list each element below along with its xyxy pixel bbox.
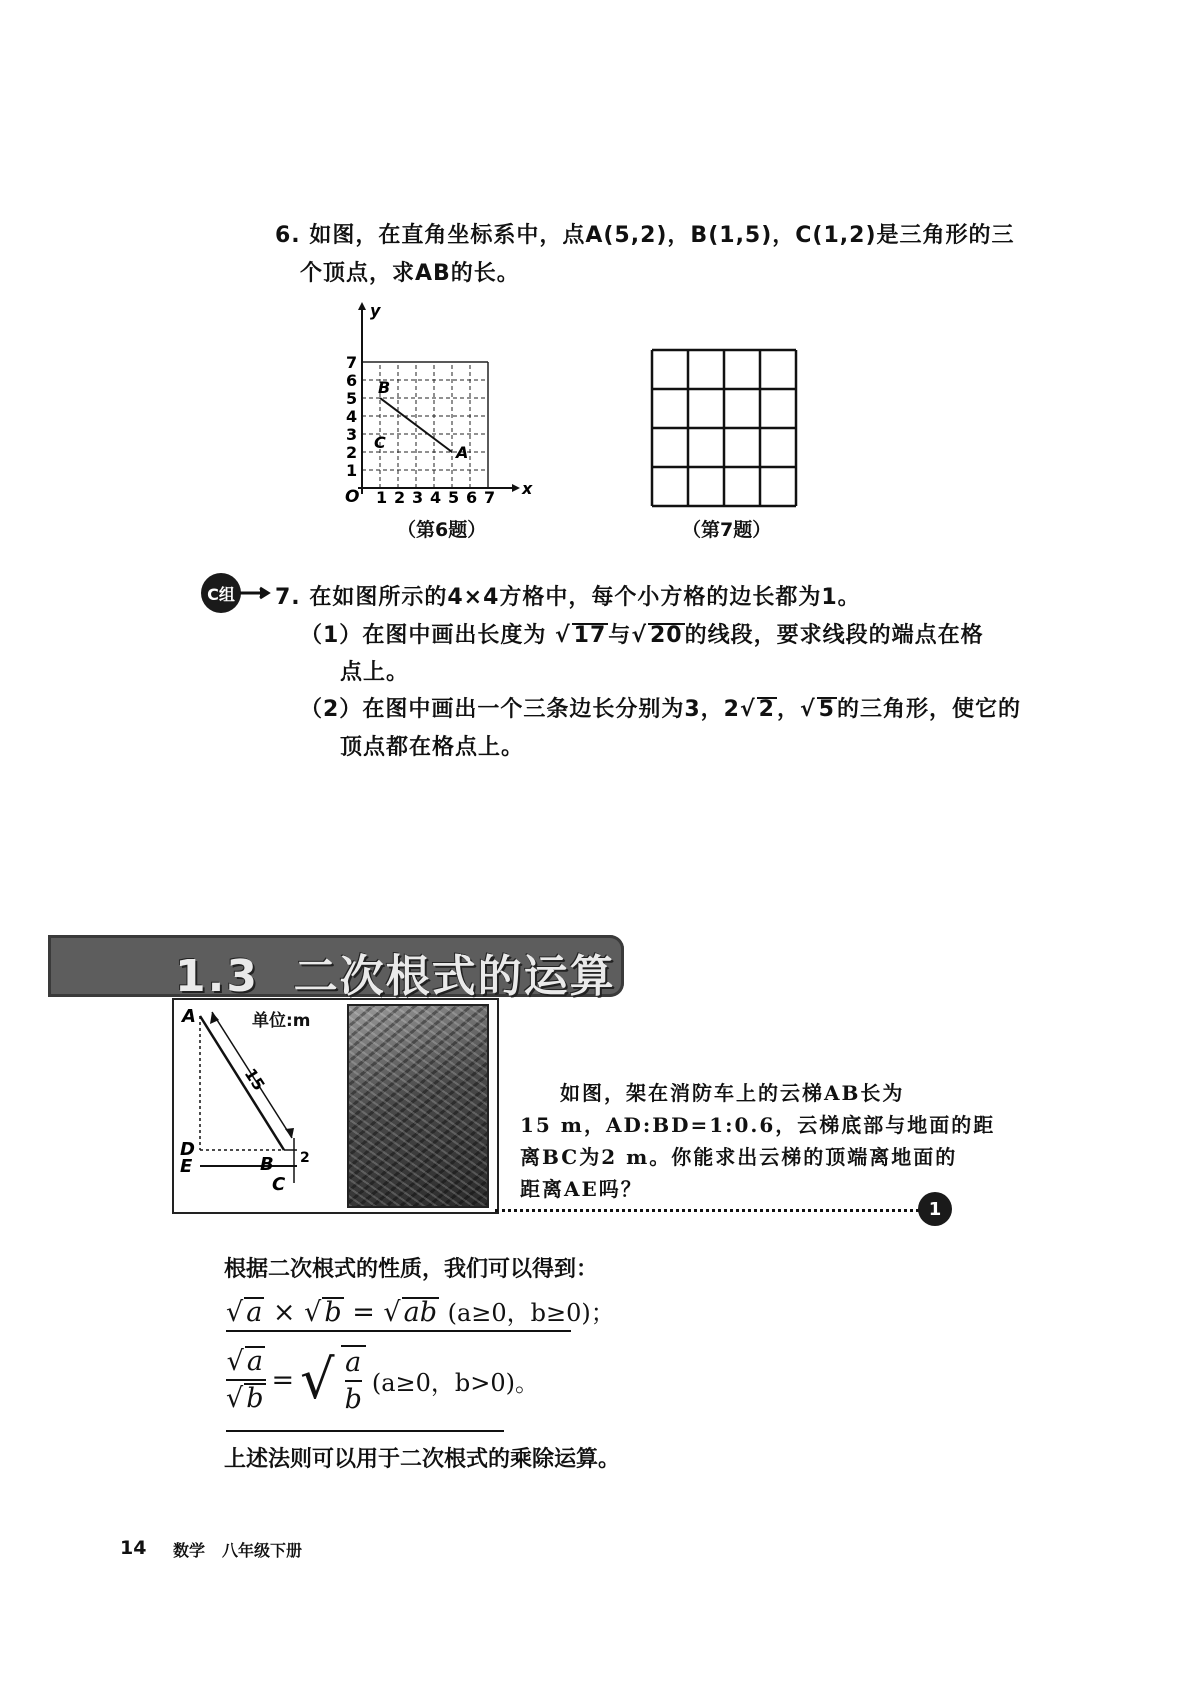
- point-A-label: A: [182, 1006, 196, 1027]
- problem-7-part-2: （2）在图中画出一个三条边长分别为3，2√ 2，√ 5的三角形，使它的: [300, 697, 1021, 722]
- radicand-17: 17: [573, 623, 607, 648]
- intro-line-4: 距离AE吗？: [520, 1177, 643, 1201]
- empty-4x4-grid: [650, 348, 798, 510]
- product-rule: √ a × √ b = √ ab (a≥0，b≥0)；: [226, 1297, 615, 1328]
- point-E-label: E: [180, 1156, 193, 1177]
- coordinate-graph: [330, 298, 570, 520]
- height-label: 2: [300, 1150, 310, 1166]
- arrow-icon: [240, 585, 274, 601]
- origin-label: O: [345, 487, 360, 507]
- page-number: 14: [120, 1537, 147, 1559]
- unit-label: 单位:m: [252, 1011, 311, 1031]
- part-1-number: （1）: [300, 623, 363, 648]
- point-C-label: C: [374, 433, 386, 452]
- point-C-label: C: [272, 1174, 286, 1195]
- question-marker: 1: [918, 1192, 952, 1226]
- x-tick-label: 7: [484, 488, 496, 507]
- section-heading: [175, 940, 616, 1004]
- intro-line-1: 如图，架在消防车上的云梯AB长为: [560, 1081, 905, 1105]
- problem-6-line-2: 个顶点，求AB的长。: [300, 261, 520, 286]
- section-title: 二次根式的运算: [293, 951, 616, 1002]
- x-tick-label: 2: [394, 488, 406, 507]
- product-rule-underline: [226, 1330, 571, 1332]
- y-tick-label: 4: [346, 407, 358, 426]
- quotient-rule-underline: [226, 1430, 504, 1432]
- point-D-label: D: [180, 1139, 195, 1160]
- part-2-number: （2）: [300, 697, 363, 722]
- ladder-length-label: 15: [240, 1064, 269, 1094]
- y-tick-label: 2: [346, 443, 358, 462]
- group-c-badge: C组: [201, 573, 241, 613]
- x-tick-label: 5: [448, 488, 460, 507]
- x-axis-label: x: [522, 479, 533, 498]
- intro-line-3: 离BC为2 m。你能求出云梯的顶端离地面的: [520, 1145, 958, 1169]
- y-tick-label: 1: [346, 461, 358, 480]
- figure-7-caption: （第7题）: [682, 519, 772, 541]
- x-tick-label: 4: [430, 488, 442, 507]
- rules-outro: 上述法则可以用于二次根式的乘除运算。: [224, 1447, 621, 1472]
- y-tick-label: 6: [346, 371, 358, 390]
- point-B-label: B: [260, 1154, 274, 1175]
- footer-book: 数学: [173, 1541, 206, 1560]
- point-B-label: B: [378, 378, 391, 397]
- y-tick-label: 5: [346, 389, 358, 408]
- y-axis-label: y: [370, 301, 381, 320]
- figure-6-caption: （第6题）: [397, 519, 487, 541]
- x-tick-label: 1: [376, 488, 388, 507]
- problem-7-part-1: （1）在图中画出长度为 √ 17与√ 20的线段，要求线段的端点在格: [300, 623, 984, 648]
- x-tick-label: 3: [412, 488, 424, 507]
- section-number: 1.3: [175, 951, 259, 1002]
- x-tick-label: 6: [466, 488, 478, 507]
- problem-7-part-1-line-2: 点上。: [340, 660, 410, 685]
- quotient-rule: $\frac{√ a}{√ b}$ = √ $\frac{a}{b}$ (a≥0，b>0)。: [226, 1346, 540, 1415]
- dotted-divider: [495, 1209, 919, 1212]
- problem-7-line-1: 7. 在如图所示的4×4方格中，每个小方格的边长都为1。: [275, 585, 861, 610]
- point-A-label: A: [456, 443, 469, 462]
- footer-grade: 八年级下册: [222, 1541, 303, 1560]
- y-axis-arrow: [358, 302, 366, 310]
- radicand-20: 20: [650, 623, 683, 648]
- y-tick-label: 7: [346, 353, 358, 372]
- y-tick-label: 3: [346, 425, 358, 444]
- problem-6-line-1: 6. 如图，在直角坐标系中，点A(5,2)，B(1,5)，C(1,2)是三角形的三: [275, 223, 1015, 248]
- x-axis-arrow: [512, 484, 520, 492]
- intro-line-2: 15 m，AD:BD=1:0.6，云梯底部与地面的距: [520, 1113, 996, 1137]
- fire-truck-photo: [347, 1004, 489, 1208]
- rules-intro: 根据二次根式的性质，我们可以得到：: [224, 1257, 599, 1282]
- problem-7-part-2-line-2: 顶点都在格点上。: [340, 735, 525, 760]
